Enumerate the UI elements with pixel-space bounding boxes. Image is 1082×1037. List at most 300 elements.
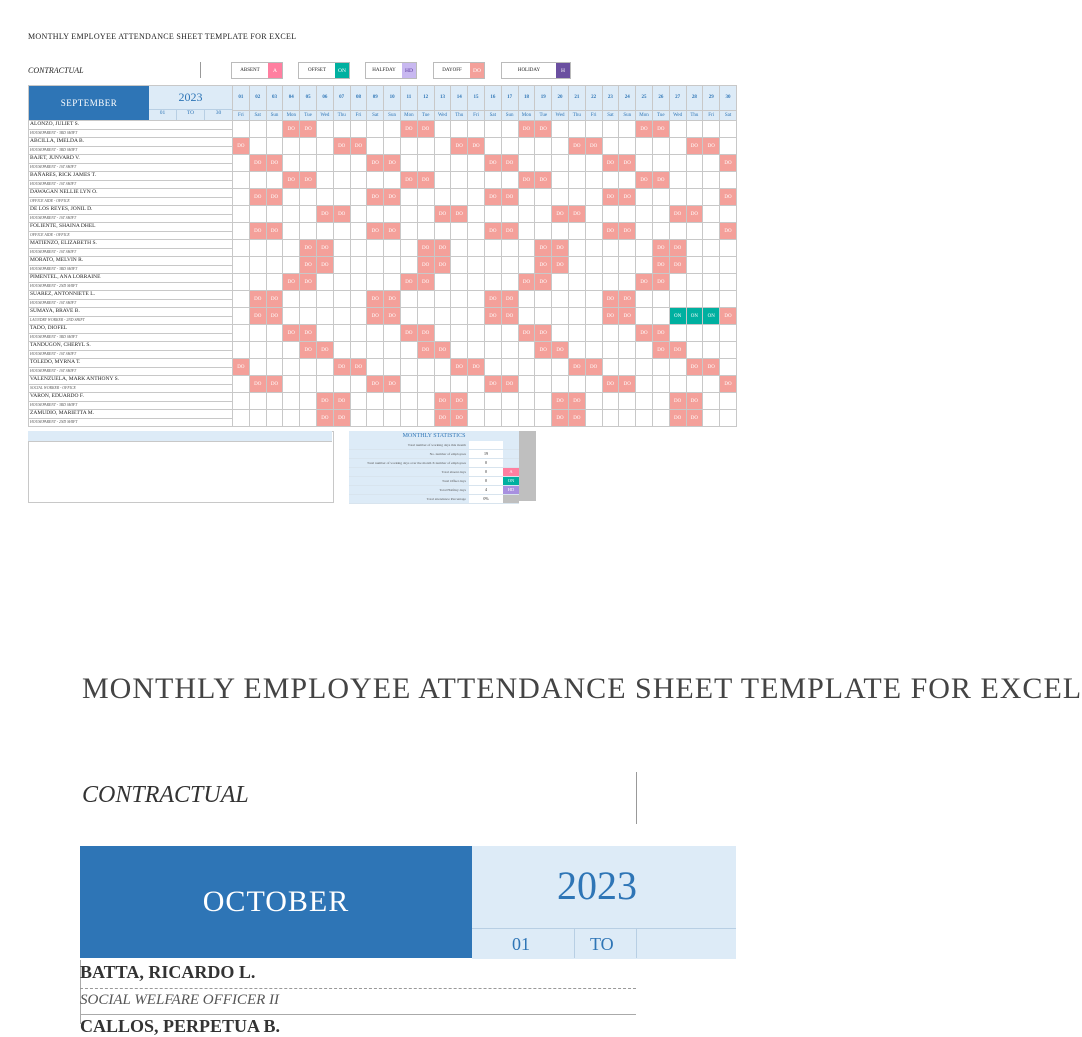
attendance-cell[interactable]: [468, 291, 485, 308]
attendance-cell[interactable]: [585, 240, 602, 257]
attendance-cell[interactable]: DO: [333, 359, 350, 376]
attendance-cell[interactable]: [266, 342, 283, 359]
attendance-cell[interactable]: [669, 189, 686, 206]
attendance-cell[interactable]: [468, 274, 485, 291]
attendance-cell[interactable]: [434, 359, 451, 376]
attendance-cell[interactable]: DO: [316, 393, 333, 410]
attendance-cell[interactable]: [602, 393, 619, 410]
attendance-cell[interactable]: [400, 138, 417, 155]
attendance-cell[interactable]: [233, 410, 250, 427]
attendance-cell[interactable]: [585, 121, 602, 138]
attendance-cell[interactable]: [686, 291, 703, 308]
attendance-cell[interactable]: [686, 155, 703, 172]
attendance-cell[interactable]: DO: [535, 325, 552, 342]
attendance-cell[interactable]: [266, 172, 283, 189]
attendance-cell[interactable]: [434, 189, 451, 206]
attendance-cell[interactable]: [283, 240, 300, 257]
attendance-cell[interactable]: [535, 308, 552, 325]
attendance-cell[interactable]: [384, 342, 401, 359]
attendance-cell[interactable]: [720, 393, 737, 410]
attendance-cell[interactable]: [367, 172, 384, 189]
attendance-cell[interactable]: [451, 274, 468, 291]
attendance-cell[interactable]: [636, 240, 653, 257]
attendance-cell[interactable]: [484, 240, 501, 257]
attendance-cell[interactable]: [518, 308, 535, 325]
attendance-cell[interactable]: [636, 410, 653, 427]
attendance-cell[interactable]: DO: [451, 206, 468, 223]
attendance-cell[interactable]: DO: [384, 291, 401, 308]
attendance-cell[interactable]: DO: [400, 325, 417, 342]
attendance-cell[interactable]: [669, 274, 686, 291]
attendance-cell[interactable]: DO: [602, 308, 619, 325]
attendance-cell[interactable]: [468, 410, 485, 427]
attendance-cell[interactable]: [585, 325, 602, 342]
attendance-cell[interactable]: [350, 410, 367, 427]
attendance-cell[interactable]: [484, 206, 501, 223]
attendance-cell[interactable]: DO: [552, 393, 569, 410]
attendance-cell[interactable]: [468, 172, 485, 189]
attendance-cell[interactable]: [434, 121, 451, 138]
attendance-cell[interactable]: DO: [652, 257, 669, 274]
attendance-cell[interactable]: DO: [602, 291, 619, 308]
attendance-cell[interactable]: [568, 325, 585, 342]
attendance-cell[interactable]: [333, 257, 350, 274]
attendance-cell[interactable]: [300, 308, 317, 325]
attendance-cell[interactable]: [568, 308, 585, 325]
attendance-cell[interactable]: [652, 138, 669, 155]
employee-name[interactable]: TANDUGON, CHERYL S.: [29, 342, 233, 351]
attendance-cell[interactable]: DO: [333, 138, 350, 155]
attendance-cell[interactable]: [233, 376, 250, 393]
attendance-cell[interactable]: [484, 172, 501, 189]
attendance-cell[interactable]: [367, 410, 384, 427]
attendance-cell[interactable]: [619, 172, 636, 189]
employee-name[interactable]: PIMENTEL, ANA LORRAINE: [29, 274, 233, 283]
attendance-cell[interactable]: DO: [283, 274, 300, 291]
attendance-cell[interactable]: [417, 206, 434, 223]
attendance-cell[interactable]: [249, 138, 266, 155]
attendance-cell[interactable]: [501, 206, 518, 223]
attendance-cell[interactable]: DO: [384, 376, 401, 393]
attendance-cell[interactable]: [233, 172, 250, 189]
attendance-cell[interactable]: [619, 359, 636, 376]
attendance-cell[interactable]: [417, 138, 434, 155]
attendance-cell[interactable]: [333, 155, 350, 172]
attendance-cell[interactable]: [350, 376, 367, 393]
attendance-cell[interactable]: [400, 342, 417, 359]
attendance-cell[interactable]: [484, 342, 501, 359]
attendance-cell[interactable]: DO: [266, 189, 283, 206]
attendance-cell[interactable]: DO: [501, 223, 518, 240]
attendance-cell[interactable]: [468, 308, 485, 325]
attendance-cell[interactable]: [316, 155, 333, 172]
attendance-cell[interactable]: DO: [417, 121, 434, 138]
attendance-cell[interactable]: [384, 325, 401, 342]
attendance-cell[interactable]: [720, 274, 737, 291]
attendance-cell[interactable]: DO: [619, 223, 636, 240]
attendance-cell[interactable]: DO: [535, 342, 552, 359]
attendance-cell[interactable]: DO: [669, 240, 686, 257]
attendance-cell[interactable]: [266, 240, 283, 257]
attendance-cell[interactable]: DO: [686, 138, 703, 155]
attendance-cell[interactable]: [283, 206, 300, 223]
attendance-cell[interactable]: [602, 172, 619, 189]
attendance-cell[interactable]: [384, 274, 401, 291]
employee-name[interactable]: TADO, DIOFEL: [29, 325, 233, 334]
attendance-cell[interactable]: [669, 359, 686, 376]
attendance-cell[interactable]: [619, 138, 636, 155]
attendance-cell[interactable]: [686, 240, 703, 257]
attendance-cell[interactable]: [316, 359, 333, 376]
attendance-cell[interactable]: [669, 138, 686, 155]
attendance-cell[interactable]: [249, 257, 266, 274]
attendance-cell[interactable]: DO: [501, 376, 518, 393]
attendance-cell[interactable]: [451, 291, 468, 308]
attendance-cell[interactable]: [451, 189, 468, 206]
attendance-cell[interactable]: [602, 138, 619, 155]
attendance-cell[interactable]: [720, 342, 737, 359]
attendance-cell[interactable]: [333, 291, 350, 308]
employee-name[interactable]: ALONZO, JULIET S.: [29, 121, 233, 130]
attendance-cell[interactable]: [333, 274, 350, 291]
attendance-cell[interactable]: DO: [367, 155, 384, 172]
attendance-cell[interactable]: [316, 223, 333, 240]
attendance-cell[interactable]: [400, 410, 417, 427]
attendance-cell[interactable]: [350, 240, 367, 257]
attendance-cell[interactable]: DO: [434, 410, 451, 427]
attendance-cell[interactable]: [568, 257, 585, 274]
attendance-cell[interactable]: [585, 189, 602, 206]
attendance-cell[interactable]: [266, 410, 283, 427]
attendance-cell[interactable]: [568, 376, 585, 393]
attendance-cell[interactable]: [434, 376, 451, 393]
attendance-cell[interactable]: [233, 240, 250, 257]
attendance-cell[interactable]: [568, 342, 585, 359]
attendance-cell[interactable]: DO: [652, 325, 669, 342]
attendance-cell[interactable]: DO: [501, 308, 518, 325]
attendance-cell[interactable]: [585, 274, 602, 291]
attendance-cell[interactable]: [501, 138, 518, 155]
attendance-cell[interactable]: [703, 342, 720, 359]
attendance-cell[interactable]: DO: [484, 223, 501, 240]
attendance-cell[interactable]: DO: [367, 223, 384, 240]
attendance-cell[interactable]: [283, 410, 300, 427]
attendance-cell[interactable]: DO: [417, 172, 434, 189]
attendance-cell[interactable]: DO: [316, 410, 333, 427]
attendance-cell[interactable]: [720, 325, 737, 342]
attendance-cell[interactable]: DO: [602, 376, 619, 393]
attendance-cell[interactable]: [720, 121, 737, 138]
attendance-cell[interactable]: [669, 172, 686, 189]
attendance-cell[interactable]: [249, 410, 266, 427]
attendance-cell[interactable]: [535, 291, 552, 308]
attendance-cell[interactable]: DO: [636, 121, 653, 138]
attendance-cell[interactable]: DO: [686, 410, 703, 427]
attendance-cell[interactable]: DO: [316, 240, 333, 257]
attendance-cell[interactable]: [585, 342, 602, 359]
attendance-cell[interactable]: [468, 342, 485, 359]
attendance-cell[interactable]: [669, 376, 686, 393]
attendance-cell[interactable]: DO: [720, 376, 737, 393]
attendance-cell[interactable]: [300, 291, 317, 308]
attendance-cell[interactable]: DO: [585, 138, 602, 155]
attendance-cell[interactable]: [619, 206, 636, 223]
attendance-cell[interactable]: [720, 291, 737, 308]
attendance-cell[interactable]: [283, 393, 300, 410]
attendance-cell[interactable]: [400, 189, 417, 206]
attendance-cell[interactable]: [451, 342, 468, 359]
attendance-cell[interactable]: [518, 240, 535, 257]
attendance-cell[interactable]: [283, 376, 300, 393]
attendance-cell[interactable]: [233, 291, 250, 308]
attendance-cell[interactable]: DO: [384, 308, 401, 325]
attendance-cell[interactable]: [333, 172, 350, 189]
attendance-cell[interactable]: [568, 189, 585, 206]
attendance-cell[interactable]: DO: [535, 257, 552, 274]
attendance-cell[interactable]: [568, 223, 585, 240]
attendance-cell[interactable]: [552, 291, 569, 308]
employee-name[interactable]: BAJET, JUNVARD V.: [29, 155, 233, 164]
attendance-cell[interactable]: DO: [249, 155, 266, 172]
attendance-cell[interactable]: [233, 155, 250, 172]
attendance-cell[interactable]: [400, 240, 417, 257]
attendance-cell[interactable]: [703, 240, 720, 257]
attendance-cell[interactable]: [350, 342, 367, 359]
attendance-cell[interactable]: DO: [434, 393, 451, 410]
attendance-cell[interactable]: [602, 359, 619, 376]
attendance-cell[interactable]: DO: [233, 359, 250, 376]
attendance-cell[interactable]: [585, 223, 602, 240]
attendance-cell[interactable]: DO: [669, 257, 686, 274]
attendance-cell[interactable]: [518, 291, 535, 308]
attendance-cell[interactable]: [316, 291, 333, 308]
attendance-cell[interactable]: DO: [417, 257, 434, 274]
attendance-cell[interactable]: [350, 393, 367, 410]
attendance-cell[interactable]: DO: [434, 206, 451, 223]
employee-name[interactable]: VALENZUELA, MARK ANTHONY S.: [29, 376, 233, 385]
attendance-cell[interactable]: [283, 155, 300, 172]
attendance-cell[interactable]: DO: [300, 121, 317, 138]
attendance-cell[interactable]: ON: [686, 308, 703, 325]
attendance-cell[interactable]: [568, 155, 585, 172]
attendance-cell[interactable]: [484, 274, 501, 291]
attendance-cell[interactable]: [400, 308, 417, 325]
attendance-cell[interactable]: DO: [652, 274, 669, 291]
attendance-cell[interactable]: [417, 223, 434, 240]
attendance-cell[interactable]: DO: [619, 291, 636, 308]
attendance-cell[interactable]: DO: [552, 257, 569, 274]
attendance-cell[interactable]: [619, 410, 636, 427]
attendance-cell[interactable]: DO: [333, 206, 350, 223]
attendance-cell[interactable]: [484, 325, 501, 342]
attendance-cell[interactable]: [619, 257, 636, 274]
attendance-cell[interactable]: [535, 223, 552, 240]
attendance-cell[interactable]: [468, 206, 485, 223]
attendance-cell[interactable]: [434, 325, 451, 342]
attendance-cell[interactable]: [585, 376, 602, 393]
attendance-cell[interactable]: [350, 257, 367, 274]
attendance-cell[interactable]: DO: [249, 223, 266, 240]
attendance-cell[interactable]: [484, 410, 501, 427]
attendance-cell[interactable]: [316, 172, 333, 189]
attendance-cell[interactable]: [233, 121, 250, 138]
attendance-cell[interactable]: DO: [451, 359, 468, 376]
attendance-cell[interactable]: [367, 240, 384, 257]
attendance-cell[interactable]: [652, 189, 669, 206]
attendance-cell[interactable]: [720, 240, 737, 257]
attendance-cell[interactable]: DO: [585, 359, 602, 376]
attendance-cell[interactable]: [417, 359, 434, 376]
attendance-cell[interactable]: [333, 121, 350, 138]
attendance-cell[interactable]: [568, 291, 585, 308]
attendance-cell[interactable]: [451, 257, 468, 274]
attendance-cell[interactable]: DO: [300, 274, 317, 291]
attendance-cell[interactable]: [367, 342, 384, 359]
attendance-cell[interactable]: DO: [720, 189, 737, 206]
attendance-cell[interactable]: [501, 325, 518, 342]
attendance-cell[interactable]: DO: [350, 359, 367, 376]
attendance-cell[interactable]: DO: [720, 155, 737, 172]
attendance-cell[interactable]: DO: [568, 359, 585, 376]
attendance-cell[interactable]: [636, 155, 653, 172]
attendance-cell[interactable]: [417, 410, 434, 427]
attendance-cell[interactable]: DO: [568, 410, 585, 427]
attendance-cell[interactable]: [350, 291, 367, 308]
attendance-cell[interactable]: [233, 342, 250, 359]
attendance-cell[interactable]: [636, 223, 653, 240]
attendance-cell[interactable]: DO: [652, 342, 669, 359]
attendance-cell[interactable]: [484, 257, 501, 274]
attendance-cell[interactable]: [400, 291, 417, 308]
attendance-cell[interactable]: [686, 274, 703, 291]
attendance-cell[interactable]: DO: [400, 274, 417, 291]
attendance-cell[interactable]: DO: [602, 189, 619, 206]
employee-name[interactable]: VARON, EDUARDO F.: [29, 393, 233, 402]
attendance-cell[interactable]: [636, 257, 653, 274]
attendance-cell[interactable]: DO: [316, 257, 333, 274]
attendance-cell[interactable]: DO: [669, 393, 686, 410]
attendance-cell[interactable]: [333, 223, 350, 240]
attendance-cell[interactable]: [619, 274, 636, 291]
attendance-cell[interactable]: DO: [451, 138, 468, 155]
attendance-cell[interactable]: [249, 274, 266, 291]
attendance-cell[interactable]: DO: [367, 291, 384, 308]
attendance-cell[interactable]: [350, 172, 367, 189]
attendance-cell[interactable]: [552, 138, 569, 155]
attendance-cell[interactable]: [434, 138, 451, 155]
attendance-cell[interactable]: [283, 291, 300, 308]
attendance-cell[interactable]: [316, 308, 333, 325]
attendance-cell[interactable]: [686, 325, 703, 342]
attendance-cell[interactable]: DO: [703, 138, 720, 155]
employee-name[interactable]: DE LOS REYES, JONIL D.: [29, 206, 233, 215]
attendance-cell[interactable]: [652, 206, 669, 223]
attendance-cell[interactable]: [518, 223, 535, 240]
attendance-cell[interactable]: [417, 291, 434, 308]
attendance-cell[interactable]: [316, 325, 333, 342]
attendance-cell[interactable]: DO: [636, 274, 653, 291]
attendance-cell[interactable]: DO: [316, 342, 333, 359]
attendance-cell[interactable]: [518, 189, 535, 206]
attendance-cell[interactable]: [518, 376, 535, 393]
attendance-cell[interactable]: [333, 189, 350, 206]
attendance-cell[interactable]: [484, 393, 501, 410]
attendance-cell[interactable]: [720, 359, 737, 376]
attendance-cell[interactable]: [249, 342, 266, 359]
attendance-cell[interactable]: [552, 359, 569, 376]
attendance-cell[interactable]: [400, 359, 417, 376]
employee-name[interactable]: ZAMUDIO, MARIETTA M.: [29, 410, 233, 419]
attendance-cell[interactable]: [283, 342, 300, 359]
attendance-cell[interactable]: DO: [417, 325, 434, 342]
attendance-cell[interactable]: DO: [400, 172, 417, 189]
attendance-cell[interactable]: DO: [501, 291, 518, 308]
attendance-cell[interactable]: [585, 410, 602, 427]
attendance-cell[interactable]: [602, 206, 619, 223]
attendance-cell[interactable]: DO: [283, 121, 300, 138]
attendance-cell[interactable]: [669, 121, 686, 138]
attendance-cell[interactable]: [384, 240, 401, 257]
attendance-cell[interactable]: [367, 359, 384, 376]
attendance-cell[interactable]: [233, 206, 250, 223]
attendance-cell[interactable]: [384, 206, 401, 223]
attendance-cell[interactable]: [468, 376, 485, 393]
attendance-cell[interactable]: [417, 308, 434, 325]
attendance-cell[interactable]: DO: [652, 172, 669, 189]
attendance-cell[interactable]: DO: [619, 308, 636, 325]
attendance-cell[interactable]: [619, 325, 636, 342]
attendance-cell[interactable]: DO: [417, 274, 434, 291]
attendance-cell[interactable]: [283, 257, 300, 274]
attendance-cell[interactable]: DO: [283, 172, 300, 189]
attendance-cell[interactable]: [384, 172, 401, 189]
attendance-cell[interactable]: [468, 325, 485, 342]
attendance-cell[interactable]: DO: [384, 155, 401, 172]
employee-name[interactable]: ABCILLA, IMELDA B.: [29, 138, 233, 147]
attendance-cell[interactable]: [619, 342, 636, 359]
attendance-cell[interactable]: DO: [669, 342, 686, 359]
attendance-cell[interactable]: [636, 291, 653, 308]
attendance-cell[interactable]: [333, 308, 350, 325]
attendance-cell[interactable]: DO: [367, 376, 384, 393]
attendance-cell[interactable]: [249, 206, 266, 223]
attendance-cell[interactable]: [669, 325, 686, 342]
attendance-cell[interactable]: [300, 410, 317, 427]
attendance-cell[interactable]: [669, 155, 686, 172]
attendance-cell[interactable]: [501, 240, 518, 257]
attendance-cell[interactable]: [686, 172, 703, 189]
attendance-cell[interactable]: [283, 189, 300, 206]
attendance-cell[interactable]: [283, 359, 300, 376]
attendance-cell[interactable]: [535, 376, 552, 393]
attendance-cell[interactable]: DO: [636, 325, 653, 342]
employee-name[interactable]: SUMAYA, BRAVE B.: [29, 308, 233, 317]
attendance-cell[interactable]: [501, 359, 518, 376]
attendance-cell[interactable]: [518, 342, 535, 359]
attendance-cell[interactable]: [501, 274, 518, 291]
attendance-cell[interactable]: [350, 325, 367, 342]
attendance-cell[interactable]: [535, 410, 552, 427]
attendance-cell[interactable]: [350, 155, 367, 172]
attendance-cell[interactable]: [652, 359, 669, 376]
attendance-cell[interactable]: [602, 342, 619, 359]
attendance-cell[interactable]: DO: [300, 342, 317, 359]
attendance-cell[interactable]: [568, 240, 585, 257]
attendance-cell[interactable]: [636, 342, 653, 359]
attendance-cell[interactable]: DO: [552, 410, 569, 427]
attendance-cell[interactable]: DO: [384, 223, 401, 240]
attendance-cell[interactable]: [585, 291, 602, 308]
